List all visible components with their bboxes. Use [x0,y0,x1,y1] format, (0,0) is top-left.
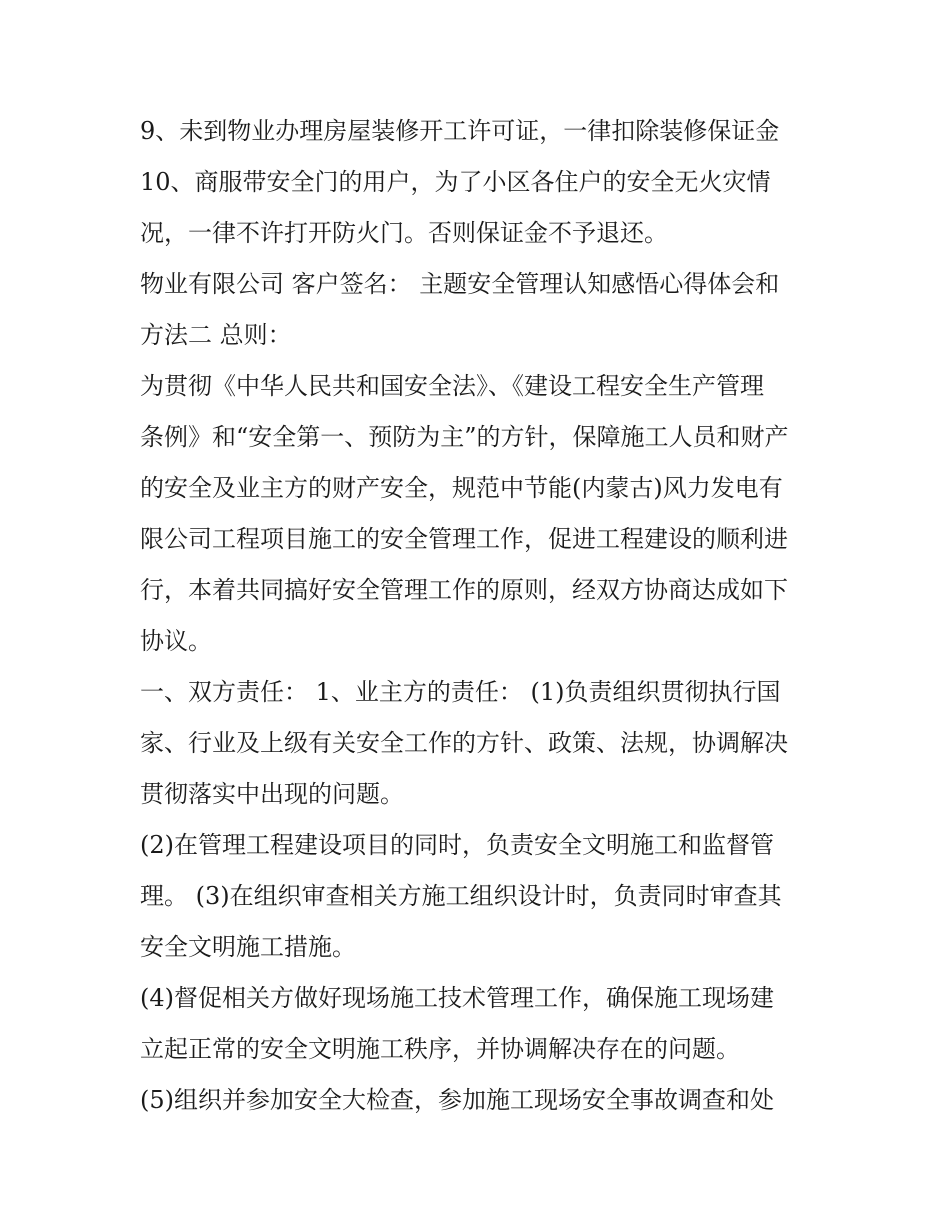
document-body [140,106,820,1126]
paragraph-5 [140,667,820,820]
text-line: 家、行业及上级有关安全工作的方针、政策、法规，协调解决 [140,729,788,757]
paragraph-4 [140,361,820,667]
text-line: (4)督促相关方做好现场施工技术管理工作，确保施工现场建 [140,984,774,1012]
text-line: 一、双方责任： 1、业主方的责任： (1)负责组织贯彻执行国 [140,678,781,706]
text-line: 行，本着共同搞好安全管理工作的原则，经双方协商达成如下 [140,576,788,604]
text-line: (2)在管理工程建设项目的同时，负责安全文明施工和监督管 [140,831,774,859]
text-line: 9、未到物业办理房屋装修开工许可证，一律扣除装修保证金 [140,117,780,145]
text-line: 条例》和“安全第一、预防为主”的方针，保障施工人员和财产 [140,423,789,451]
paragraph-3 [140,259,820,361]
text-line: 的安全及业主方的财产安全，规范中节能(内蒙古)风力发电有 [140,474,783,502]
text-line: 况，一律不许打开防火门。否则保证金不予退还。 [140,219,668,247]
text-line: 方法二 总则： [140,321,292,349]
text-line: (5)组织并参加安全大检查，参加施工现场安全事故调查和处 [140,1086,774,1114]
text-line: 立起正常的安全文明施工秩序，并协调解决存在的问题。 [140,1035,740,1063]
text-line: 为贯彻《中华人民共和国安全法》、《建设工程安全生产管理 [140,372,764,400]
paragraph-7 [140,973,820,1075]
text-line: 安全文明施工措施。 [140,933,356,961]
text-line: 理。 (3)在组织审查相关方施工组织设计时，负责同时审查其 [140,882,782,910]
paragraph-1 [140,106,820,157]
paragraph-2 [140,157,820,259]
text-line: 协议。 [140,627,212,655]
text-line: 10、商服带安全门的用户，为了小区各住户的安全无火灾情 [140,168,771,196]
paragraph-6 [140,820,820,973]
text-line: 贯彻落实中出现的问题。 [140,780,404,808]
paragraph-8 [140,1075,820,1126]
text-line: 限公司工程项目施工的安全管理工作，促进工程建设的顺利进 [140,525,788,553]
text-line: 物业有限公司 客户签名： 主题安全管理认知感悟心得体会和 [140,270,780,298]
